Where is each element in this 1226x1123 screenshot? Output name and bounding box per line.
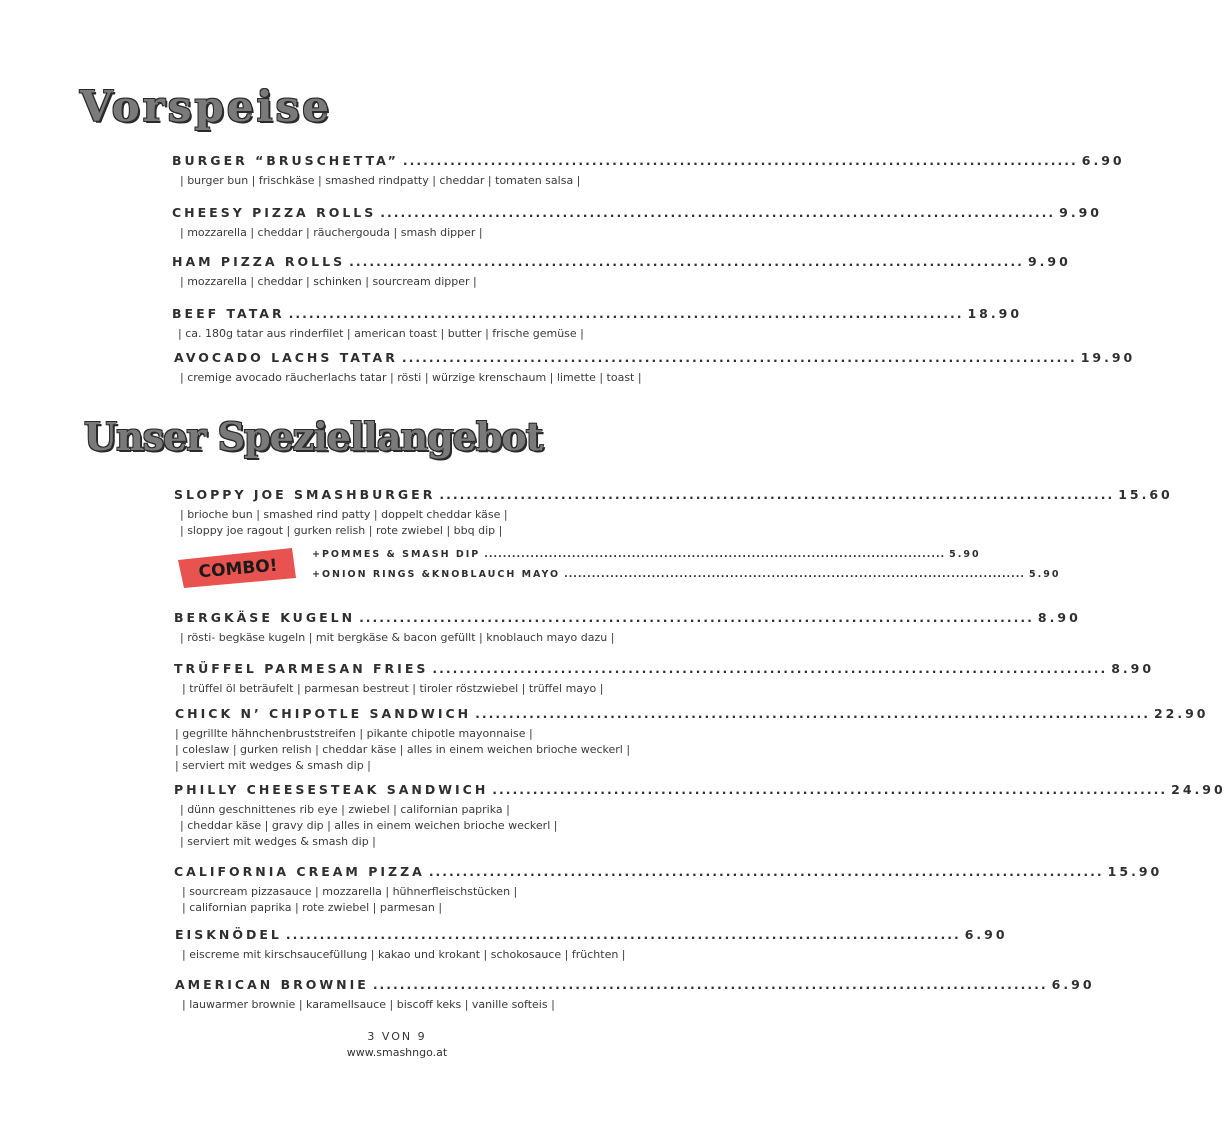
item-name: TRÜFFEL PARMESAN FRIES [174, 661, 429, 676]
item-description [174, 802, 636, 850]
description-line: | sloppy joe ragout | gurken relish | rote zwiebel | bbq dip | [180, 524, 503, 537]
description-line: | dünn geschnittenes rib eye | zwiebel | californian paprika | [180, 803, 510, 816]
dot-leader: .................................................................................................... [428, 864, 1104, 879]
item-price: 6.90 [1081, 153, 1125, 168]
dot-leader: .................................................................................................... [402, 153, 1078, 168]
dot-leader: .................................................................................................... [372, 977, 1048, 992]
menu-item [174, 782, 1226, 850]
item-price: 8.90 [1111, 661, 1155, 676]
website-link[interactable]: www.smashngo.at [346, 1046, 448, 1059]
item-description: | mozzarella | cheddar | schinken | sourcream dipper | [180, 275, 477, 288]
menu-item [172, 153, 1125, 189]
dot-leader: .................................................................................................... [475, 706, 1150, 721]
item-description: | trüffel öl beträufelt | parmesan bestreut | tiroler röstzwiebel | trüffel mayo | [182, 682, 604, 695]
description-line: | serviert mit wedges & smash dip | [175, 759, 371, 772]
addon-price: 5.90 [1028, 569, 1061, 580]
item-price: 9.90 [1059, 205, 1102, 220]
item-description [174, 507, 634, 539]
item-description: | mozzarella | cheddar | räuchergouda | smash dipper | [180, 226, 483, 239]
item-description [174, 884, 636, 916]
item-name: BEEF TATAR [172, 306, 285, 321]
item-price: 6.90 [1051, 977, 1095, 992]
section-title-vorspeise: Vorspeise [80, 82, 332, 131]
dot-leader: .................................................................................................... [359, 610, 1034, 625]
section-title-speziellangebot: Unser Speziellangebot [84, 414, 543, 459]
description-line: | sourcream pizzasauce | mozzarella | hühnerfleischstücken | [182, 885, 518, 898]
description-line: | californian paprika | rote zwiebel | parmesan | [182, 901, 443, 914]
item-price: 22.90 [1153, 706, 1209, 721]
dot-leader: .................................................................................................... [564, 569, 1025, 580]
item-name: CHEESY PIZZA ROLLS [172, 205, 377, 220]
description-line: | cheddar käse | gravy dip | alles in einem weichen brioche weckerl | [180, 819, 558, 832]
menu-item [174, 864, 1163, 916]
menu-item [175, 977, 1095, 1013]
description-line: | brioche bun | smashed rind patty | doppelt cheddar käse | [180, 508, 508, 521]
addon-price: 5.90 [949, 549, 981, 560]
item-description: | burger bun | frischkäse | smashed rindpatty | cheddar | tomaten salsa | [180, 174, 581, 187]
menu-item [174, 661, 1155, 697]
dot-leader: .................................................................................................... [380, 205, 1056, 220]
menu-item [174, 610, 1081, 646]
menu-item [175, 927, 1008, 963]
description-line: | gegrillte hähnchenbruststreifen | pikante chipotle mayonnaise | [175, 727, 533, 740]
item-name: BURGER “BRUSCHETTA” [172, 153, 399, 168]
description-line: | coleslaw | gurken relish | cheddar käse | alles in einem weichen brioche weckerl | [175, 743, 631, 756]
menu-item [172, 254, 1071, 290]
combo-badge-label: COMBO! [197, 555, 279, 583]
combo-addon [312, 549, 981, 560]
item-name: PHILLY CHEESESTEAK SANDWICH [174, 782, 489, 797]
combo-badge [178, 548, 296, 588]
addon-name: +ONION RINGS &KNOBLAUCH MAYO [312, 569, 561, 580]
dot-leader: .................................................................................................... [285, 927, 961, 942]
item-description: | cremige avocado räucherlachs tatar | rösti | würzige krenschaum | limette | toast | [180, 371, 642, 384]
item-description: | rösti- begkäse kugeln | mit bergkäse & bacon gefüllt | knoblauch mayo dazu | [180, 631, 615, 644]
item-price: 15.60 [1118, 487, 1173, 502]
menu-item [175, 706, 1209, 774]
item-price: 24.90 [1171, 782, 1226, 797]
item-price: 15.90 [1107, 864, 1163, 879]
combo-addon [312, 569, 1061, 580]
item-price: 19.90 [1080, 350, 1136, 365]
item-name: SLOPPY JOE SMASHBURGER [174, 487, 436, 502]
item-price: 9.90 [1027, 254, 1071, 269]
description-line: | serviert mit wedges & smash dip | [180, 835, 376, 848]
item-name: EISKNÖDEL [175, 927, 282, 942]
dot-leader: .................................................................................................... [401, 350, 1077, 365]
item-description: | lauwarmer brownie | karamellsauce | biscoff keks | vanille softeis | [182, 998, 555, 1011]
item-name: HAM PIZZA ROLLS [172, 254, 346, 269]
item-description: | eiscreme mit kirschsaucefüllung | kakao und krokant | schokosauce | früchten | [182, 948, 626, 961]
page-number: 3 VON 9 [367, 1030, 427, 1043]
menu-item [172, 205, 1102, 241]
dot-leader: .................................................................................................... [492, 782, 1168, 797]
item-price: 8.90 [1037, 610, 1081, 625]
item-description [175, 726, 635, 774]
menu-item [174, 487, 1173, 539]
item-price: 6.90 [964, 927, 1008, 942]
item-name: BERGKÄSE KUGELN [174, 610, 356, 625]
dot-leader: .................................................................................................... [439, 487, 1115, 502]
dot-leader: .................................................................................................... [349, 254, 1024, 269]
dot-leader: .................................................................................................... [288, 306, 964, 321]
menu-item [174, 350, 1136, 386]
item-description: | ca. 180g tatar aus rinderfilet | american toast | butter | frische gemüse | [178, 327, 584, 340]
dot-leader: .................................................................................................... [432, 661, 1108, 676]
menu-item [172, 306, 1023, 342]
dot-leader: .................................................................................................... [484, 549, 946, 560]
item-name: AMERICAN BROWNIE [175, 977, 369, 992]
addon-name: +POMMES & SMASH DIP [312, 549, 481, 560]
item-name: CHICK N’ CHIPOTLE SANDWICH [175, 706, 472, 721]
item-price: 18.90 [967, 306, 1023, 321]
item-name: AVOCADO LACHS TATAR [174, 350, 398, 365]
item-name: CALIFORNIA CREAM PIZZA [174, 864, 425, 879]
